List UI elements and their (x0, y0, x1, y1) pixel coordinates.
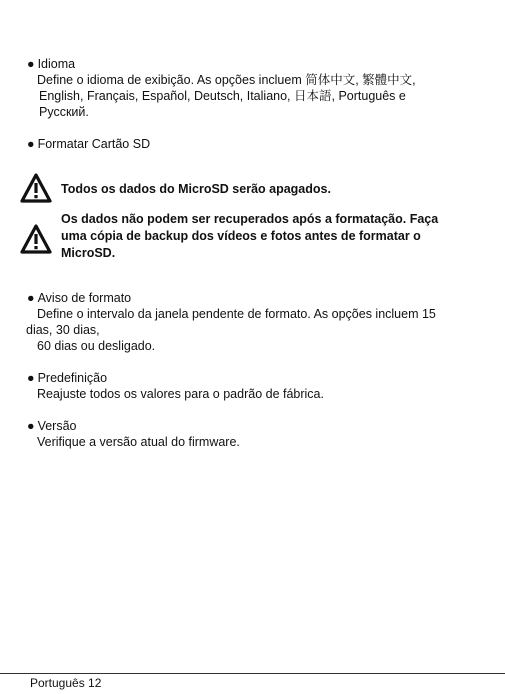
bullet-icon: ● (27, 371, 35, 385)
section-title: Predefinição (37, 371, 108, 385)
bullet-icon: ● (27, 291, 35, 305)
warning-triangle-icon (19, 223, 53, 255)
warning-text: Os dados não podem ser recuperados após a formatação. Faça (61, 212, 439, 226)
section-text: Define o idioma de exibição. As opções incluem 简体中文, 繁體中文, (37, 73, 416, 87)
page-footer: Português 12 (30, 676, 102, 690)
section-versao (27, 418, 240, 450)
warning-text: uma cópia de backup dos vídeos e fotos antes de formatar o (61, 229, 421, 243)
section-text: Define o intervalo da janela pendente de formato. As opções incluem 15 (37, 307, 436, 321)
section-title: Formatar Cartão SD (37, 137, 151, 151)
bullet-icon: ● (27, 419, 35, 433)
bullet-icon: ● (27, 57, 35, 71)
section-text: English, Français, Español, Deutsch, Italiano, 日本語, Português e (39, 89, 406, 103)
warning-2 (19, 211, 438, 262)
section-predefinicao (27, 370, 324, 402)
warning-1 (19, 172, 331, 204)
warning-text: MicroSD. (61, 246, 116, 260)
section-title: Idioma (37, 57, 76, 71)
section-text: dias, 30 dias, (26, 323, 100, 337)
warning-text: Todos os dados do MicroSD serão apagados. (61, 182, 331, 196)
footer-divider (0, 673, 505, 674)
warning-triangle-icon (19, 172, 53, 204)
section-text: Verifique a versão atual do firmware. (37, 435, 240, 449)
section-title: Versão (37, 419, 77, 433)
section-text: Русский. (39, 105, 89, 119)
section-text: 60 dias ou desligado. (37, 339, 156, 353)
section-aviso (27, 290, 436, 354)
section-text: Reajuste todos os valores para o padrão de fábrica. (37, 387, 324, 401)
section-idioma (27, 56, 416, 120)
bullet-icon: ● (27, 137, 35, 151)
section-title: Aviso de formato (37, 291, 132, 305)
section-formatar (27, 136, 150, 152)
